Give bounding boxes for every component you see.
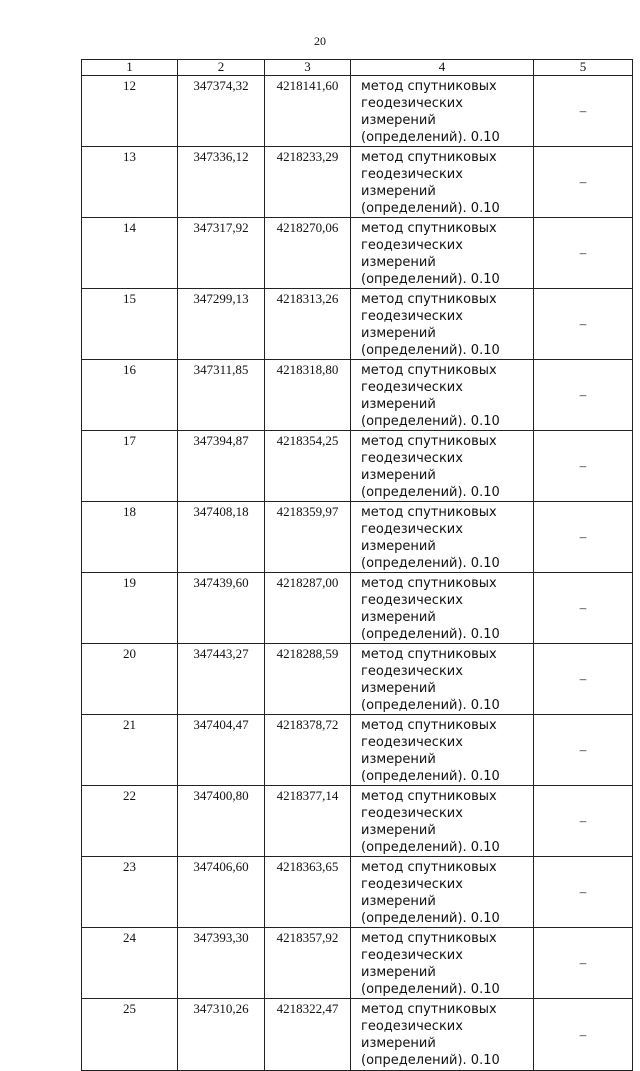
x-coordinate-cell: 347439,60 bbox=[178, 573, 265, 644]
method-cell: метод спутниковых геодезических измерений (определений). 0.10 bbox=[351, 502, 534, 573]
accuracy-cell: – bbox=[534, 147, 633, 218]
point-number-cell: 22 bbox=[82, 786, 178, 857]
table-row bbox=[82, 289, 633, 360]
y-coordinate-cell: 4218377,14 bbox=[265, 786, 351, 857]
point-number-cell: 14 bbox=[82, 218, 178, 289]
point-number-cell: 15 bbox=[82, 289, 178, 360]
accuracy-cell: – bbox=[534, 644, 633, 715]
x-coordinate-cell: 347408,18 bbox=[178, 502, 265, 573]
method-cell: метод спутниковых геодезических измерений (определений). 0.10 bbox=[351, 289, 534, 360]
y-coordinate-cell: 4218354,25 bbox=[265, 431, 351, 502]
method-cell: метод спутниковых геодезических измерений (определений). 0.10 bbox=[351, 360, 534, 431]
accuracy-cell: – bbox=[534, 573, 633, 644]
y-coordinate-cell: 4218288,59 bbox=[265, 644, 351, 715]
x-coordinate-cell: 347406,60 bbox=[178, 857, 265, 928]
x-coordinate-cell: 347310,26 bbox=[178, 999, 265, 1071]
method-cell: метод спутниковых геодезических измерений (определений). 0.10 bbox=[351, 431, 534, 502]
y-coordinate-cell: 4218141,60 bbox=[265, 76, 351, 147]
y-coordinate-cell: 4218270,06 bbox=[265, 218, 351, 289]
method-cell: метод спутниковых геодезических измерений (определений). 0.10 bbox=[351, 644, 534, 715]
point-number-cell: 25 bbox=[82, 999, 178, 1071]
column-header-4: 4 bbox=[351, 60, 534, 76]
method-cell: метод спутниковых геодезических измерений (определений). 0.10 bbox=[351, 573, 534, 644]
table-row bbox=[82, 147, 633, 218]
table-row bbox=[82, 76, 633, 147]
x-coordinate-cell: 347394,87 bbox=[178, 431, 265, 502]
table-row bbox=[82, 360, 633, 431]
point-number-cell: 12 bbox=[82, 76, 178, 147]
point-number-cell: 18 bbox=[82, 502, 178, 573]
accuracy-cell: – bbox=[534, 715, 633, 786]
accuracy-cell: – bbox=[534, 431, 633, 502]
y-coordinate-cell: 4218357,92 bbox=[265, 928, 351, 999]
accuracy-cell: – bbox=[534, 360, 633, 431]
table-row bbox=[82, 715, 633, 786]
column-header-2: 2 bbox=[178, 60, 265, 76]
point-number-cell: 21 bbox=[82, 715, 178, 786]
method-cell: метод спутниковых геодезических измерений (определений). 0.10 bbox=[351, 76, 534, 147]
table-row bbox=[82, 573, 633, 644]
x-coordinate-cell: 347404,47 bbox=[178, 715, 265, 786]
method-cell: метод спутниковых геодезических измерений (определений). 0.10 bbox=[351, 218, 534, 289]
accuracy-cell: – bbox=[534, 786, 633, 857]
x-coordinate-cell: 347443,27 bbox=[178, 644, 265, 715]
y-coordinate-cell: 4218318,80 bbox=[265, 360, 351, 431]
table-row bbox=[82, 857, 633, 928]
table-row bbox=[82, 502, 633, 573]
x-coordinate-cell: 347336,12 bbox=[178, 147, 265, 218]
x-coordinate-cell: 347311,85 bbox=[178, 360, 265, 431]
accuracy-cell: – bbox=[534, 76, 633, 147]
point-number-cell: 23 bbox=[82, 857, 178, 928]
y-coordinate-cell: 4218313,26 bbox=[265, 289, 351, 360]
table-body bbox=[82, 76, 633, 1071]
accuracy-cell: – bbox=[534, 289, 633, 360]
x-coordinate-cell: 347299,13 bbox=[178, 289, 265, 360]
x-coordinate-cell: 347317,92 bbox=[178, 218, 265, 289]
method-cell: метод спутниковых геодезических измерений (определений). 0.10 bbox=[351, 857, 534, 928]
table-row bbox=[82, 644, 633, 715]
y-coordinate-cell: 4218378,72 bbox=[265, 715, 351, 786]
y-coordinate-cell: 4218363,65 bbox=[265, 857, 351, 928]
point-number-cell: 19 bbox=[82, 573, 178, 644]
point-number-cell: 20 bbox=[82, 644, 178, 715]
method-cell: метод спутниковых геодезических измерений (определений). 0.10 bbox=[351, 999, 534, 1071]
x-coordinate-cell: 347393,30 bbox=[178, 928, 265, 999]
method-cell: метод спутниковых геодезических измерений (определений). 0.10 bbox=[351, 928, 534, 999]
x-coordinate-cell: 347400,80 bbox=[178, 786, 265, 857]
table-row bbox=[82, 999, 633, 1071]
point-number-cell: 17 bbox=[82, 431, 178, 502]
y-coordinate-cell: 4218359,97 bbox=[265, 502, 351, 573]
table-row bbox=[82, 218, 633, 289]
method-cell: метод спутниковых геодезических измерений (определений). 0.10 bbox=[351, 786, 534, 857]
column-header-1: 1 bbox=[82, 60, 178, 76]
accuracy-cell: – bbox=[534, 928, 633, 999]
point-number-cell: 16 bbox=[82, 360, 178, 431]
y-coordinate-cell: 4218287,00 bbox=[265, 573, 351, 644]
coordinates-table bbox=[81, 59, 633, 1071]
accuracy-cell: – bbox=[534, 502, 633, 573]
page-number: 20 bbox=[314, 34, 326, 48]
method-cell: метод спутниковых геодезических измерений (определений). 0.10 bbox=[351, 715, 534, 786]
column-header-3: 3 bbox=[265, 60, 351, 76]
method-cell: метод спутниковых геодезических измерений (определений). 0.10 bbox=[351, 147, 534, 218]
accuracy-cell: – bbox=[534, 857, 633, 928]
table-row bbox=[82, 786, 633, 857]
y-coordinate-cell: 4218322,47 bbox=[265, 999, 351, 1071]
table-header-row bbox=[82, 60, 633, 76]
accuracy-cell: – bbox=[534, 218, 633, 289]
accuracy-cell: – bbox=[534, 999, 633, 1071]
table-row bbox=[82, 928, 633, 999]
y-coordinate-cell: 4218233,29 bbox=[265, 147, 351, 218]
table-row bbox=[82, 431, 633, 502]
column-header-5: 5 bbox=[534, 60, 633, 76]
point-number-cell: 24 bbox=[82, 928, 178, 999]
point-number-cell: 13 bbox=[82, 147, 178, 218]
x-coordinate-cell: 347374,32 bbox=[178, 76, 265, 147]
